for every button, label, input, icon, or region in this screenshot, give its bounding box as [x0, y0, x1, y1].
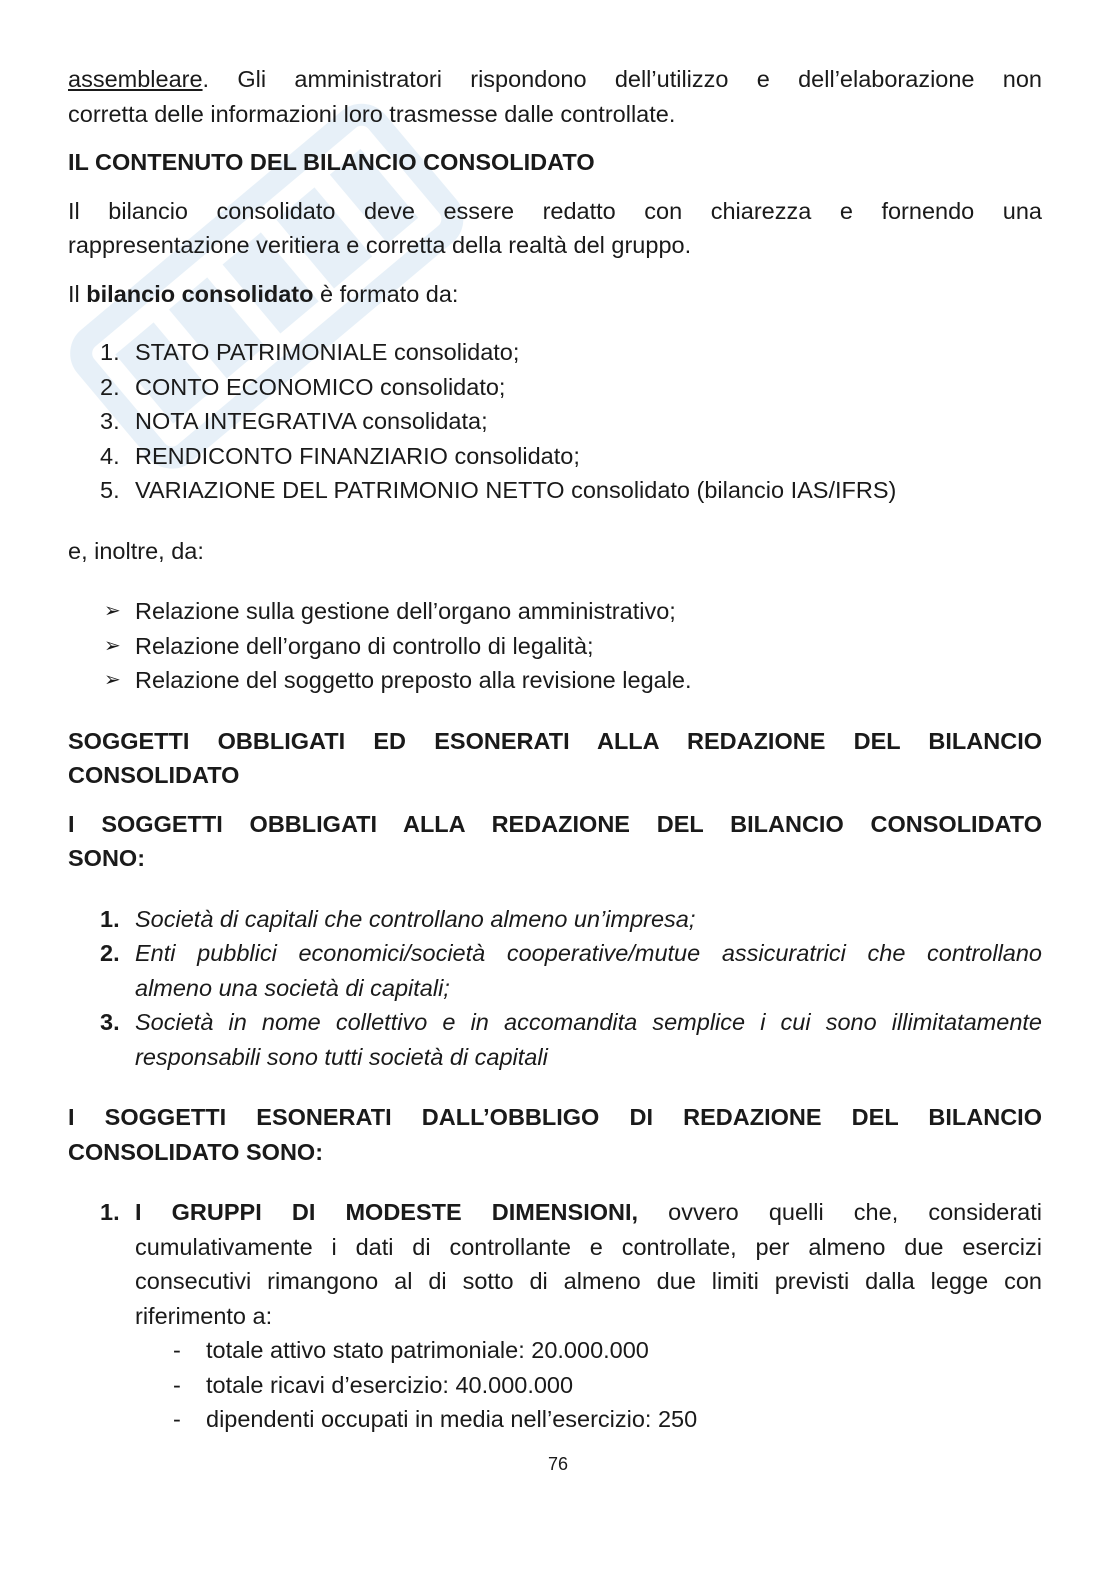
list-item: 4. RENDICONTO FINANZIARIO consolidato; — [100, 442, 580, 469]
list-item: ➢ Relazione sulla gestione dell’organo amministrativo; — [68, 594, 1042, 629]
limits-list — [68, 1333, 1042, 1437]
para-line: I GRUPPI DI MODESTE DIMENSIONI, ovvero quelli che, considerati — [135, 1199, 1042, 1225]
para-line: riferimento a: — [135, 1302, 273, 1329]
esonerati-list — [68, 1195, 1042, 1333]
inoltre-text: e, inoltre, da: — [68, 537, 204, 564]
list-item: 2. CONTO ECONOMICO consolidato; — [100, 373, 506, 400]
para-line: consecutivi rimangono al di sotto di almeno due limiti previsti dalla legge con — [135, 1268, 1042, 1294]
obbligati-list — [68, 902, 1042, 1075]
page-number: 76 — [547, 1454, 569, 1474]
list-item: ➢ Relazione del soggetto preposto alla revisione legale. — [68, 663, 1042, 698]
list-item: 1. STATO PATRIMONIALE consolidato; — [100, 339, 520, 365]
components-list — [68, 335, 1042, 508]
subtitle-esonerati: I SOGGETTI ESONERATI DALL’OBBLIGO DI REDAZIONE DEL BILANCIO — [68, 1104, 1042, 1130]
para-line: rappresentazione veritiera e corretta della realtà del gruppo. — [68, 232, 692, 258]
para-line: cumulativamente i dati di controllante e controllate, per almeno due esercizi — [135, 1233, 1042, 1260]
arrow-bullet-icon: ➢ — [104, 669, 121, 691]
arrow-bullet-icon: ➢ — [104, 600, 121, 622]
underlined-word: assembleare — [68, 66, 203, 92]
intro-line-2: corretta delle informazioni loro trasmesse dalle controllate. — [68, 100, 676, 127]
subtitle-obbligati-2: SONO: — [68, 845, 146, 871]
section-title-contenuto: IL CONTENUTO DEL BILANCIO CONSOLIDATO — [68, 149, 595, 175]
list-item: - totale attivo stato patrimoniale: 20.000.000 — [173, 1337, 649, 1363]
arrow-bullet-icon: ➢ — [104, 634, 121, 657]
section-title-soggetti-2: CONSOLIDATO — [68, 762, 240, 788]
list-item: 1. Società di capitali che controllano almeno un’impresa; — [100, 905, 696, 932]
intro-line-1: assembleare. Gli amministratori rispondono dell’utilizzo e dell’elaborazione non — [68, 66, 1042, 92]
list-item: ➢ Relazione dell’organo di controllo di legalità; — [68, 629, 1042, 664]
subtitle-esonerati-2: CONSOLIDATO SONO: — [68, 1138, 324, 1165]
subtitle-obbligati: I SOGGETTI OBBLIGATI ALLA REDAZIONE DEL BILANCIO CONSOLIDATO — [68, 810, 1042, 837]
relazioni-list — [68, 594, 1042, 698]
formato-da-paragraph: Il bilancio consolidato è formato da: — [68, 280, 459, 307]
list-item: - dipendenti occupati in media nell’esercizio: 250 — [173, 1406, 698, 1432]
document-page — [68, 62, 1042, 1437]
list-item: 5. VARIAZIONE DEL PATRIMONIO NETTO consolidato (bilancio IAS/IFRS) — [100, 477, 897, 503]
list-item: 3. NOTA INTEGRATIVA consolidata; — [100, 408, 488, 434]
section-title-soggetti: SOGGETTI OBBLIGATI ED ESONERATI ALLA REDAZIONE DEL BILANCIO — [68, 727, 1042, 754]
list-item: 2. Enti pubblici economici/società cooperative/mutue assicuratrici che controllano almeno una società di capitali; — [100, 940, 1042, 1001]
list-item: 1. I GRUPPI DI MODESTE DIMENSIONI, ovvero quelli che, considerati cumulativamente i dati di controllante e controllate, per almeno due esercizi consecutivi rimangono al di sotto di almeno due limiti previsti dalla legge con riferimento a: — [68, 1195, 1042, 1333]
para-line: Il bilancio consolidato deve essere redatto con chiarezza e fornendo una — [68, 197, 1042, 224]
list-item: 3. Società in nome collettivo e in accomandita semplice i cui sono illimitatamente responsabili sono tutti società di capitali — [100, 1009, 1042, 1070]
list-item: - totale ricavi d’esercizio: 40.000.000 — [173, 1371, 574, 1398]
